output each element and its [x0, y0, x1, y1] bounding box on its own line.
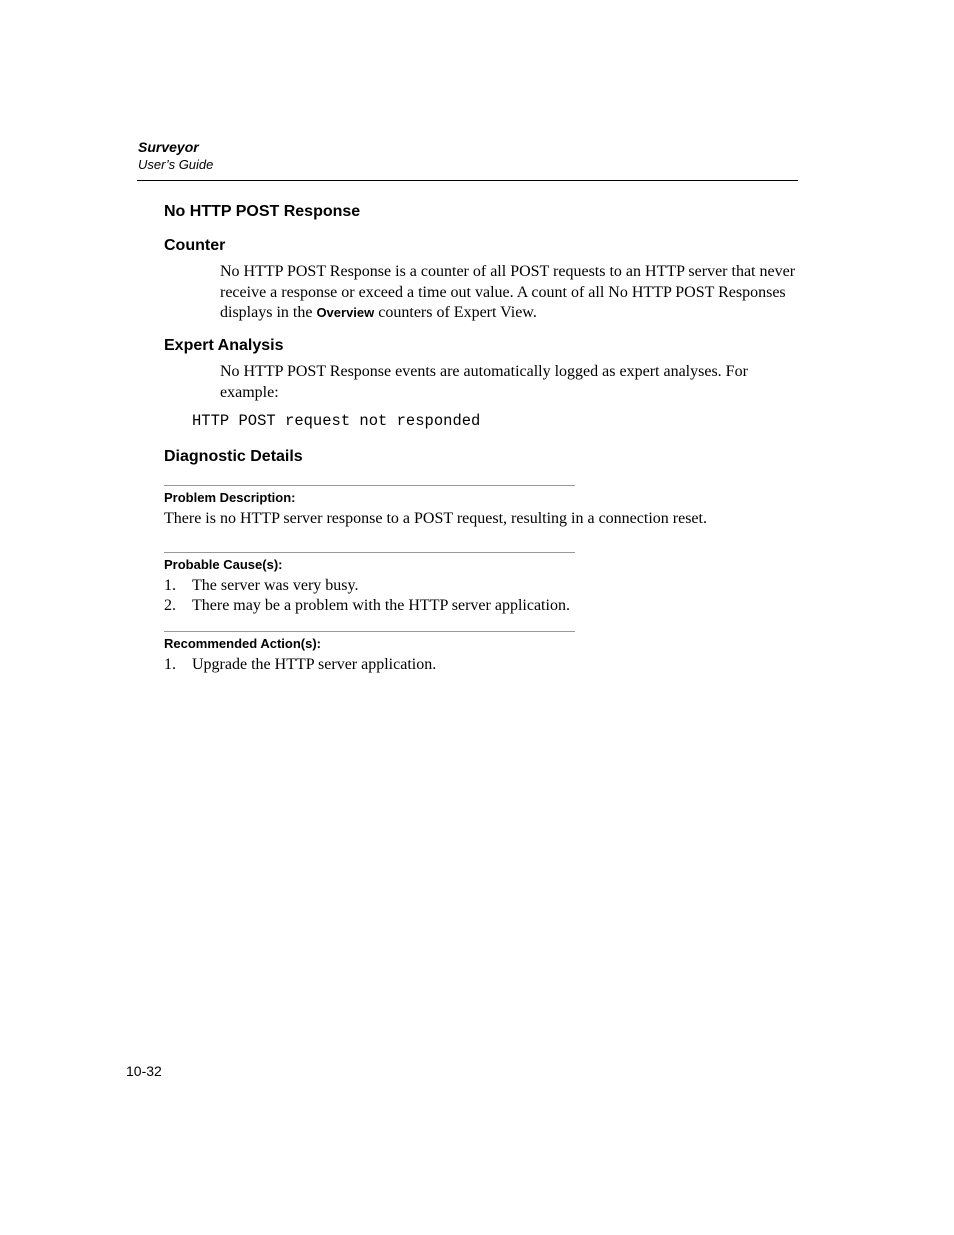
problem-description-text: There is no HTTP server response to a POST request, resulting in a connection reset. [164, 510, 707, 527]
divider-rule [164, 552, 575, 553]
list-item-number: 1. [164, 656, 176, 673]
diagnostic-details-heading: Diagnostic Details [164, 448, 303, 465]
list-item: There may be a problem with the HTTP server application. [192, 597, 570, 614]
counter-paragraph [220, 262, 800, 324]
list-item-number: 1. [164, 577, 176, 594]
running-header-title: Surveyor [138, 139, 199, 155]
probable-causes-label: Probable Cause(s): [164, 557, 283, 572]
list-item: The server was very busy. [192, 577, 359, 594]
expert-analysis-paragraph: No HTTP POST Response events are automatically logged as expert analyses. For example: [220, 363, 748, 401]
code-example: HTTP POST request not responded [192, 412, 481, 430]
counter-text-after: counters of Expert View. [374, 304, 537, 321]
expert-analysis-heading: Expert Analysis [164, 337, 284, 354]
recommended-actions-label: Recommended Action(s): [164, 636, 321, 651]
problem-description-label: Problem Description: [164, 490, 296, 505]
counter-text-before: No HTTP POST Response is a counter of all POST requests to an HTTP server that never receive a response or exceed a time out value. A count of all No HTTP POST Responses displays in the [220, 263, 796, 321]
section-title: No HTTP POST Response [164, 203, 361, 220]
divider-rule [164, 631, 575, 632]
header-rule [137, 180, 798, 181]
divider-rule [164, 485, 575, 486]
counter-heading: Counter [164, 237, 226, 254]
page-number: 10-32 [126, 1063, 162, 1079]
list-item-number: 2. [164, 597, 176, 614]
running-header-subtitle: User’s Guide [138, 157, 214, 172]
list-item: Upgrade the HTTP server application. [192, 656, 437, 673]
overview-term: Overview [316, 305, 375, 320]
